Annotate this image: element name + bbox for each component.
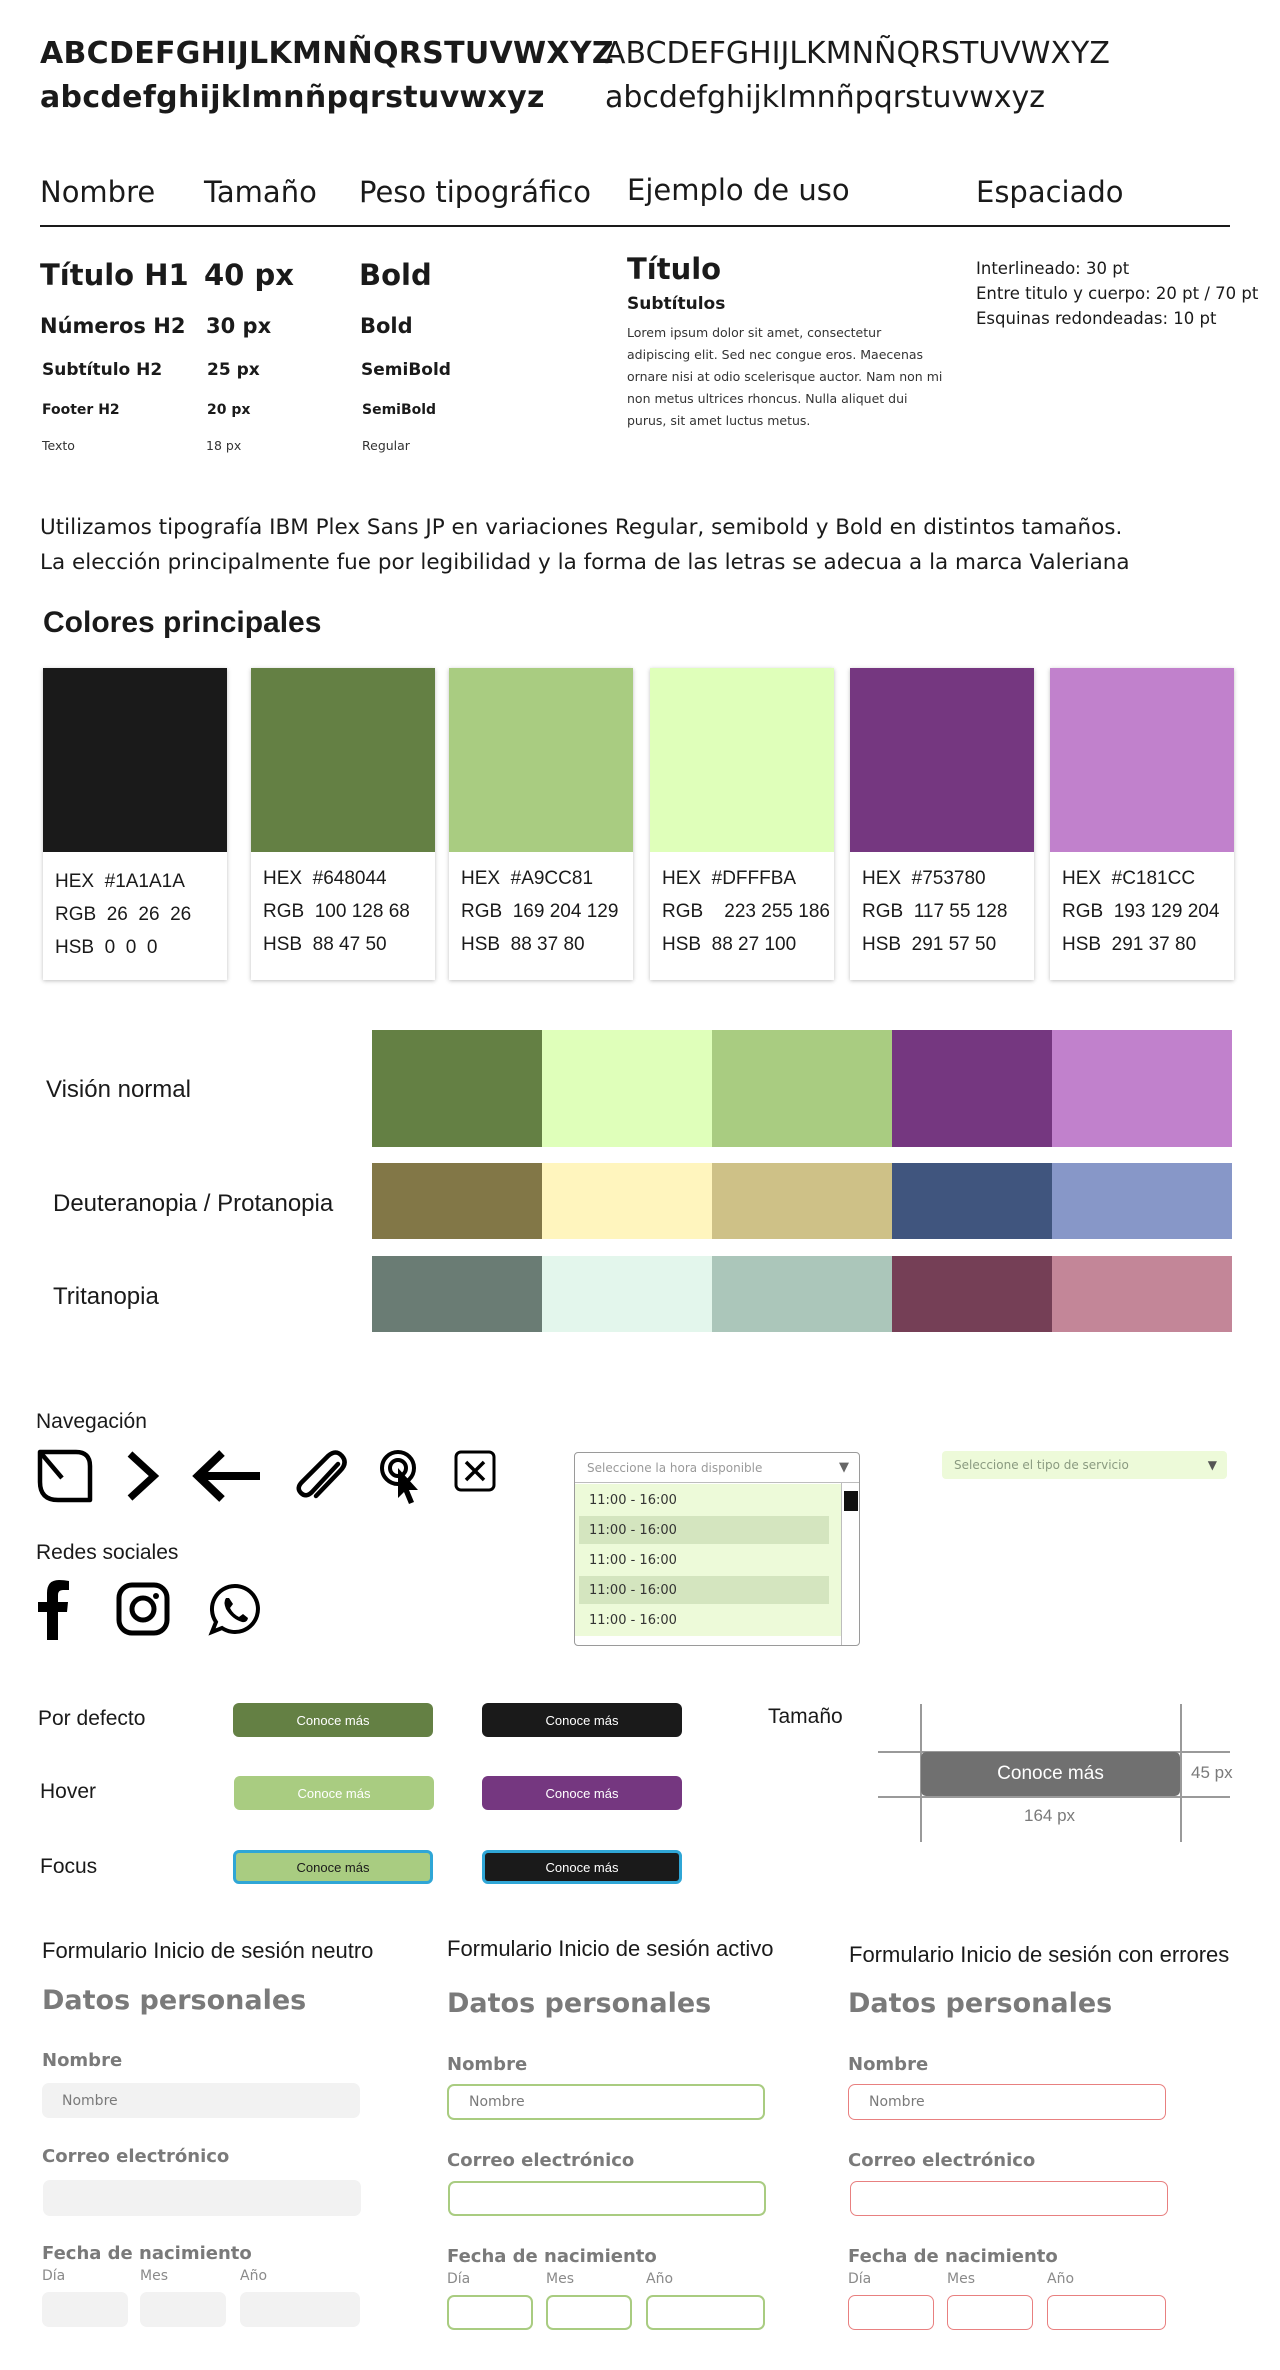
form-error-title: Formulario Inicio de sesión con errores xyxy=(849,1942,1230,1967)
day-field[interactable] xyxy=(848,2295,934,2330)
swatch-color xyxy=(850,668,1034,852)
type-size-h1: 40 px xyxy=(204,258,294,292)
swatch-info xyxy=(1050,852,1234,961)
service-select-placeholder: Seleccione el tipo de servicio xyxy=(954,1458,1129,1472)
dark-button-hover[interactable]: Conoce más xyxy=(482,1776,682,1810)
col-header-ejemplo: Ejemplo de uso xyxy=(627,173,850,207)
vision-cell xyxy=(892,1163,1052,1239)
vision-cell xyxy=(372,1163,542,1239)
year-field[interactable] xyxy=(240,2292,360,2327)
day-field[interactable] xyxy=(447,2295,533,2330)
type-size-texto: 18 px xyxy=(206,438,242,453)
vision-cell xyxy=(372,1030,542,1147)
swatch-color xyxy=(449,668,633,852)
type-weight-texto: Regular xyxy=(362,438,410,453)
spacing-title-body: Entre titulo y cuerpo: 20 pt / 70 pt xyxy=(976,284,1259,303)
scrollbar-thumb[interactable] xyxy=(844,1491,858,1511)
spacing-info xyxy=(976,256,1258,331)
type-weight-h1: Bold xyxy=(359,258,432,292)
type-name-h1: Título H1 xyxy=(40,258,189,292)
swatch-hex: HEX #753780 xyxy=(862,868,986,889)
type-name-texto: Texto xyxy=(42,438,75,453)
type-name-footer: Footer H2 xyxy=(42,402,120,418)
swatch-rgb: RGB 100 128 68 xyxy=(263,901,410,922)
time-option[interactable]: 11:00 - 16:00 xyxy=(579,1546,829,1574)
swatch-hex: HEX #A9CC81 xyxy=(461,868,594,889)
typography-note-line-1: Utilizamos tipografía IBM Plex Sans JP en variaciones Regular, semibold y Bold en distintos tamaños. xyxy=(40,515,1123,540)
form-active-name-label: Nombre xyxy=(447,2054,528,2075)
month-field[interactable] xyxy=(546,2295,632,2330)
type-weight-subtitle: SemiBold xyxy=(361,360,451,380)
day-label: Día xyxy=(848,2271,872,2287)
time-select-placeholder: Seleccione la hora disponible xyxy=(587,1460,763,1475)
typography-note xyxy=(40,510,1130,580)
primary-button-focus[interactable]: Conoce más xyxy=(233,1850,433,1884)
vision-tritan-label: Tritanopia xyxy=(53,1283,159,1310)
size-width-label: 164 px xyxy=(1024,1806,1076,1825)
time-option[interactable]: 11:00 - 16:00 xyxy=(579,1606,829,1634)
scrollbar[interactable] xyxy=(841,1483,859,1645)
type-size-subtitle: 25 px xyxy=(207,360,260,380)
form-neutral-heading: Datos personales xyxy=(42,1985,307,2016)
vision-deutan-label: Deuteranopia / Protanopia xyxy=(53,1190,334,1217)
swatch-card xyxy=(650,668,834,980)
swatch-color xyxy=(251,668,435,852)
form-active-dob-label: Fecha de nacimiento xyxy=(447,2246,657,2267)
year-label: Año xyxy=(240,2268,268,2284)
vision-cell xyxy=(712,1163,892,1239)
form-active-heading: Datos personales xyxy=(447,1988,712,2019)
email-field[interactable] xyxy=(448,2181,766,2216)
vision-cell xyxy=(542,1030,712,1147)
swatch-card xyxy=(449,668,633,980)
spec-guide-right xyxy=(1180,1704,1182,1842)
swatch-card xyxy=(1050,668,1234,980)
vision-cell xyxy=(542,1256,712,1332)
vision-cell xyxy=(1052,1030,1232,1147)
swatch-hsb: HSB 88 47 50 xyxy=(263,934,387,955)
vision-tritan-strip xyxy=(372,1256,1232,1332)
vision-cell xyxy=(372,1256,542,1332)
chevron-right-icon[interactable] xyxy=(124,1450,160,1502)
swatch-color xyxy=(1050,668,1234,852)
swatch-hsb: HSB 291 57 50 xyxy=(862,934,997,955)
vision-cell xyxy=(1052,1163,1232,1239)
state-default-label: Por defecto xyxy=(38,1707,146,1730)
day-field[interactable] xyxy=(42,2292,128,2327)
paperclip-icon[interactable] xyxy=(292,1446,348,1506)
spacing-line-height: Interlineado: 30 pt xyxy=(976,259,1130,278)
colors-title: Colores principales xyxy=(43,606,322,639)
swatch-info xyxy=(43,852,227,964)
form-neutral-title: Formulario Inicio de sesión neutro xyxy=(42,1938,374,1963)
col-header-tamano: Tamaño xyxy=(204,175,317,209)
name-field[interactable]: Nombre xyxy=(848,2084,1166,2120)
time-option[interactable]: 11:00 - 16:00 xyxy=(579,1516,829,1544)
example-subtitle: Subtítulos xyxy=(627,294,726,314)
vision-cell xyxy=(892,1030,1052,1147)
alphabet-upper-regular: ABCDEFGHIJLKMNÑQRSTUVWXYZ xyxy=(605,36,1110,71)
alphabet-upper-bold: ABCDEFGHIJLKMNÑQRSTUVWXYZ xyxy=(40,36,614,71)
type-weight-h2: Bold xyxy=(360,314,413,338)
size-label: Tamaño xyxy=(768,1705,843,1728)
time-select-dropdown[interactable] xyxy=(574,1452,860,1646)
swatch-hex: HEX #C181CC xyxy=(1062,868,1196,889)
vision-normal-strip xyxy=(372,1030,1232,1147)
example-title: Título xyxy=(627,252,722,286)
vision-normal-label: Visión normal xyxy=(46,1076,191,1103)
month-field[interactable] xyxy=(140,2292,226,2327)
form-neutral-email-label: Correo electrónico xyxy=(42,2146,230,2167)
form-active-title: Formulario Inicio de sesión activo xyxy=(447,1936,774,1961)
swatch-rgb: RGB 26 26 26 xyxy=(55,904,192,925)
size-sample-button[interactable]: Conoce más xyxy=(921,1752,1180,1796)
name-field[interactable]: Nombre xyxy=(42,2083,360,2118)
swatch-hex: HEX #DFFFBA xyxy=(662,868,797,889)
vision-cell xyxy=(542,1163,712,1239)
swatch-hex: HEX #648044 xyxy=(263,868,387,889)
swatch-hsb: HSB 0 0 0 xyxy=(55,937,158,958)
nav-icons-label: Navegación xyxy=(36,1410,147,1433)
state-focus-label: Focus xyxy=(40,1855,98,1878)
dark-button-focus[interactable]: Conoce más xyxy=(482,1850,682,1884)
leaf-logo-icon[interactable] xyxy=(36,1448,94,1504)
example-body: Lorem ipsum dolor sit amet, consectetur adipiscing elit. Sed nec congue eros. Maecenas ornare nisi at odio scelerisque auctor. Nam non mi non metus ultrices rhoncus. Nulla aliquet dui purus, sit amet luctus metus. xyxy=(627,325,943,428)
state-hover-label: Hover xyxy=(40,1780,97,1803)
time-option[interactable]: 11:00 - 16:00 xyxy=(579,1576,829,1604)
day-label: Día xyxy=(447,2271,471,2287)
swatch-rgb: RGB 169 204 129 xyxy=(461,901,619,922)
year-label: Año xyxy=(1047,2271,1075,2287)
primary-button-default[interactable]: Conoce más xyxy=(233,1703,433,1737)
swatch-info xyxy=(449,852,633,961)
year-field[interactable] xyxy=(646,2295,765,2330)
vision-deutan-strip xyxy=(372,1163,1232,1239)
vision-cell xyxy=(712,1030,892,1147)
form-active-email-label: Correo electrónico xyxy=(447,2150,635,2171)
type-size-h2: 30 px xyxy=(206,314,272,338)
cursor-click-icon[interactable] xyxy=(378,1448,426,1506)
chevron-down-icon: ▼ xyxy=(839,1460,849,1475)
swatch-rgb: RGB 193 129 204 xyxy=(1062,901,1220,922)
swatch-color xyxy=(43,668,227,852)
form-error-heading: Datos personales xyxy=(848,1988,1113,2019)
swatch-hsb: HSB 291 37 80 xyxy=(1062,934,1197,955)
year-label: Año xyxy=(646,2271,674,2287)
col-header-espaciado: Espaciado xyxy=(976,175,1124,209)
swatch-info xyxy=(850,852,1034,961)
time-select-header[interactable] xyxy=(575,1453,859,1483)
swatch-card xyxy=(251,668,435,980)
swatch-hsb: HSB 88 27 100 xyxy=(662,934,797,955)
size-height-label: 45 px xyxy=(1191,1763,1233,1782)
time-options-list xyxy=(575,1484,841,1636)
vision-cell xyxy=(1052,1256,1232,1332)
day-label: Día xyxy=(42,2268,66,2284)
col-header-peso: Peso tipográfico xyxy=(359,175,591,209)
arrow-left-icon[interactable] xyxy=(190,1449,262,1503)
primary-button-hover[interactable]: Conoce más xyxy=(234,1776,434,1810)
swatch-hsb: HSB 88 37 80 xyxy=(461,934,585,955)
swatch-rgb: RGB 223 255 186 xyxy=(662,901,830,922)
month-label: Mes xyxy=(947,2271,975,2287)
dark-button-default[interactable]: Conoce más xyxy=(482,1703,682,1737)
social-icons-label: Redes sociales xyxy=(36,1541,179,1564)
form-error-dob-label: Fecha de nacimiento xyxy=(848,2246,1058,2267)
swatch-rgb: RGB 117 55 128 xyxy=(862,901,1008,922)
email-field[interactable] xyxy=(850,2181,1168,2216)
swatch-info xyxy=(650,852,834,961)
spec-guide-bottom xyxy=(878,1796,1230,1798)
form-neutral-name-label: Nombre xyxy=(42,2050,123,2071)
form-error-name-label: Nombre xyxy=(848,2054,929,2075)
close-icon[interactable] xyxy=(454,1450,496,1492)
month-field[interactable] xyxy=(947,2295,1033,2330)
col-header-nombre: Nombre xyxy=(40,175,156,209)
type-name-h2: Números H2 xyxy=(40,314,186,338)
swatch-card xyxy=(850,668,1034,980)
whatsapp-icon[interactable] xyxy=(208,1582,262,1636)
type-weight-footer: SemiBold xyxy=(362,402,437,418)
name-field[interactable]: Nombre xyxy=(447,2084,765,2120)
email-field[interactable] xyxy=(43,2180,361,2216)
month-label: Mes xyxy=(140,2268,168,2284)
table-divider xyxy=(40,225,1230,227)
service-select-dropdown[interactable] xyxy=(942,1451,1227,1479)
instagram-icon[interactable] xyxy=(116,1582,170,1636)
month-label: Mes xyxy=(546,2271,574,2287)
chevron-down-icon: ▼ xyxy=(1207,1458,1217,1472)
form-neutral-dob-label: Fecha de nacimiento xyxy=(42,2243,252,2264)
time-option[interactable]: 11:00 - 16:00 xyxy=(579,1486,829,1514)
vision-cell xyxy=(892,1256,1052,1332)
swatch-color xyxy=(650,668,834,852)
year-field[interactable] xyxy=(1047,2295,1166,2330)
alphabet-lower-bold: abcdefghijklmnñpqrstuvwxyz xyxy=(40,80,545,115)
swatch-info xyxy=(251,852,435,961)
type-size-footer: 20 px xyxy=(207,402,251,418)
swatch-card xyxy=(43,668,227,980)
type-name-subtitle: Subtítulo H2 xyxy=(42,360,163,380)
swatch-hex: HEX #1A1A1A xyxy=(55,871,185,892)
alphabet-lower-regular: abcdefghijklmnñpqrstuvwxyz xyxy=(605,80,1046,115)
vision-cell xyxy=(712,1256,892,1332)
facebook-icon[interactable] xyxy=(36,1580,70,1640)
typography-note-line-2: La elección principalmente fue por legibilidad y la forma de las letras se adecua a la marca Valeriana xyxy=(40,550,1130,575)
spacing-radius: Esquinas redondeadas: 10 pt xyxy=(976,309,1217,328)
form-error-email-label: Correo electrónico xyxy=(848,2150,1036,2171)
